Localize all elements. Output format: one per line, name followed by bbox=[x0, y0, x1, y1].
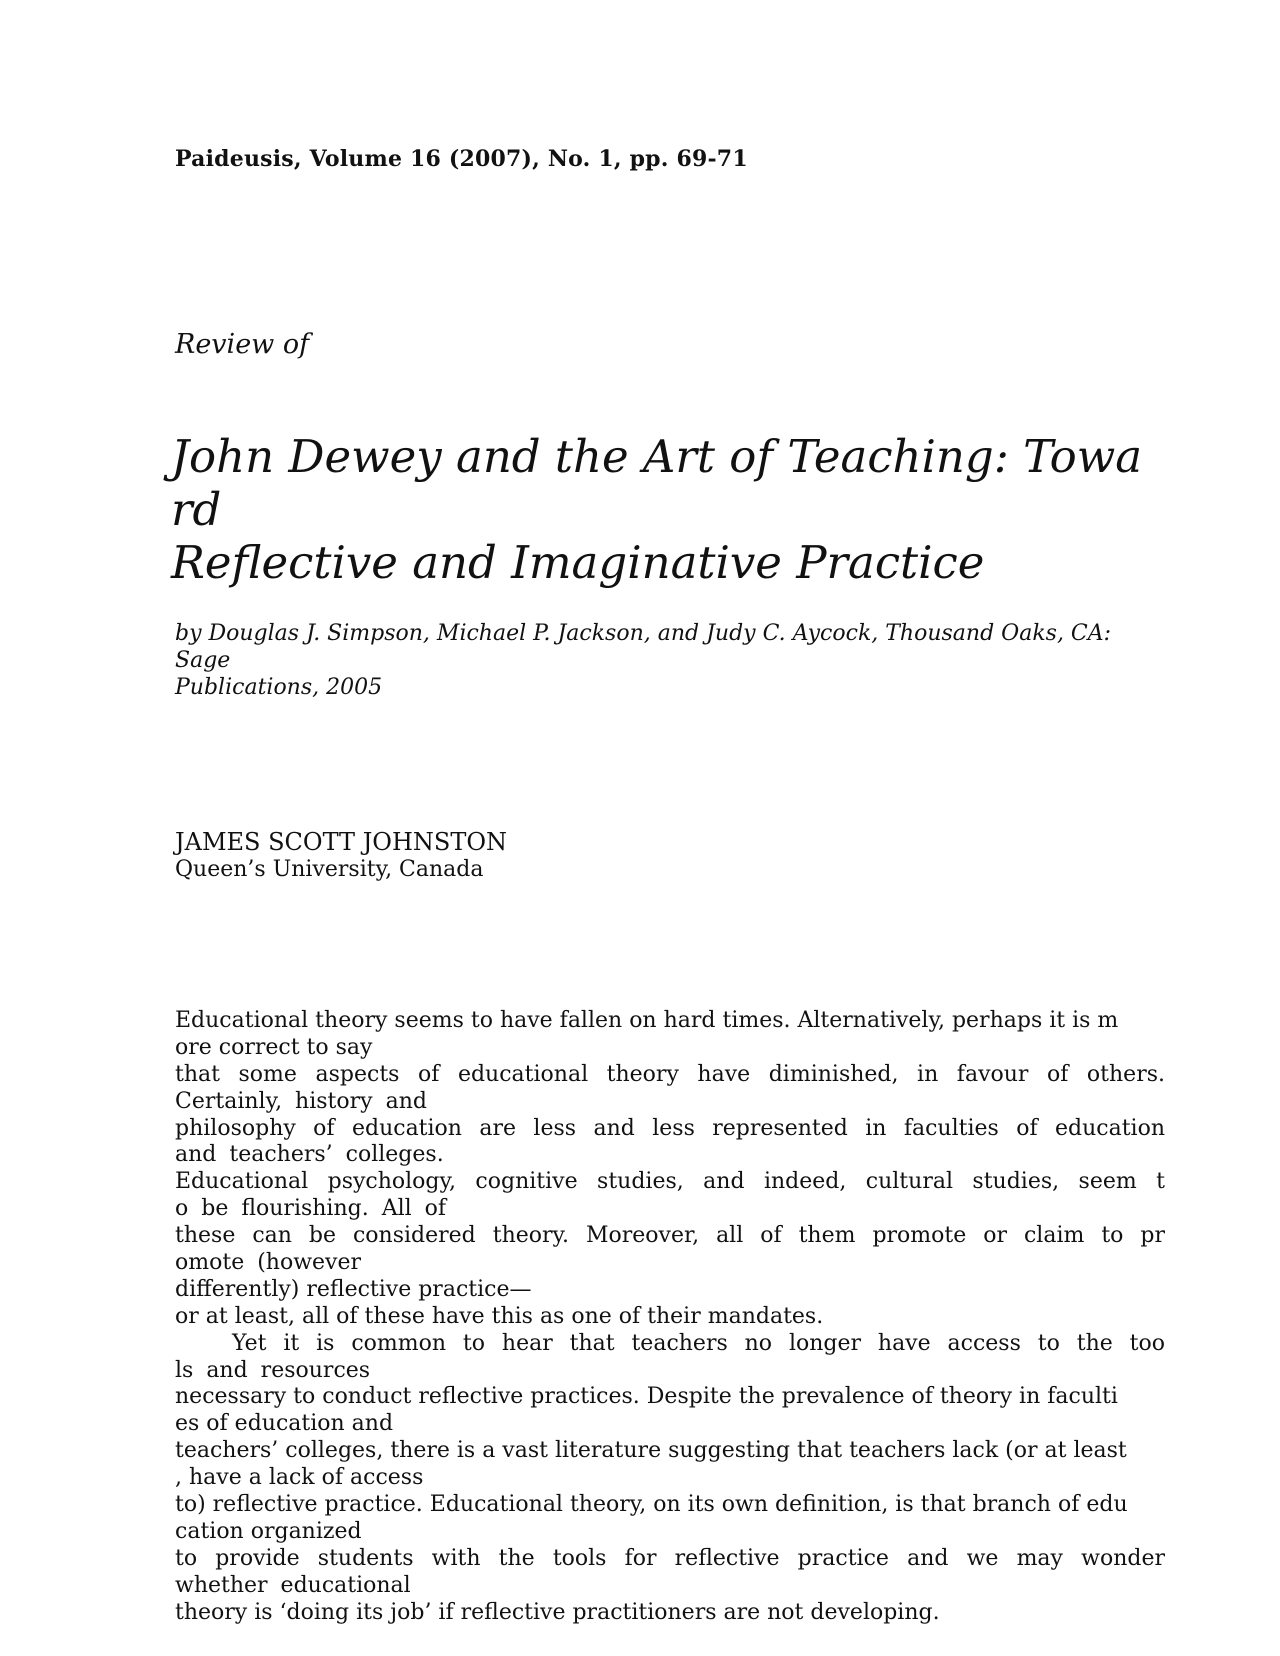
body-line: that some aspects of educational theory have diminished, in favour of others. bbox=[175, 1061, 1165, 1087]
book-meta-line: by Douglas J. Simpson, Michael P. Jackson, and Judy C. Aycock, Thousand Oaks, CA: bbox=[175, 621, 1112, 646]
body-line: omote (however bbox=[175, 1250, 362, 1276]
reviewer-name: JAMES SCOTT JOHNSTON bbox=[175, 828, 508, 856]
body-line: , have a lack of access bbox=[175, 1465, 424, 1491]
body-line: whether educational bbox=[175, 1572, 411, 1598]
book-title-line: rd bbox=[171, 483, 222, 536]
journal-reference: Paideusis, Volume 16 (2007), No. 1, pp. 69-71 bbox=[175, 146, 748, 172]
body-line: and teachers’ colleges. bbox=[175, 1142, 444, 1168]
body-line: differently) reflective practice— bbox=[175, 1276, 532, 1302]
body-line: ls and resources bbox=[175, 1357, 371, 1383]
book-title-line: Reflective and Imaginative Practice bbox=[171, 536, 985, 589]
review-label: Review of bbox=[175, 329, 310, 360]
body-line: Educational psychology, cognitive studies, and indeed, cultural studies, seem t bbox=[175, 1169, 1165, 1195]
body-line: Educational theory seems to have fallen on hard times. Alternatively, perhaps it is m bbox=[175, 1008, 1119, 1033]
body-line: necessary to conduct reflective practices. Despite the prevalence of theory in faculti bbox=[175, 1384, 1118, 1410]
body-text bbox=[175, 1008, 1165, 1626]
book-meta-line: Publications, 2005 bbox=[175, 675, 383, 700]
body-line: or at least, all of these have this as one of their mandates. bbox=[175, 1303, 824, 1329]
body-line: Yet it is common to hear that teachers no longer have access to the too bbox=[232, 1330, 1165, 1356]
book-publication-info bbox=[175, 620, 1111, 701]
reviewer-affiliation: Queen’s University, Canada bbox=[175, 857, 484, 882]
body-line: o be flourishing. All of bbox=[175, 1196, 447, 1222]
body-line: teachers’ colleges, there is a vast literature suggesting that teachers lack (or at least bbox=[175, 1438, 1127, 1464]
body-line: to provide students with the tools for reflective practice and we may wonder bbox=[175, 1545, 1165, 1571]
book-title-line: John Dewey and the Art of Teaching: Towa bbox=[171, 430, 1143, 483]
body-line: ore correct to say bbox=[175, 1034, 373, 1060]
book-meta-line: Sage bbox=[175, 648, 231, 673]
body-line: Certainly, history and bbox=[175, 1088, 427, 1114]
body-line: philosophy of education are less and less represented in faculties of education bbox=[175, 1115, 1165, 1141]
body-line: cation organized bbox=[175, 1518, 362, 1544]
body-line: these can be considered theory. Moreover, all of them promote or claim to pr bbox=[175, 1223, 1165, 1249]
book-title bbox=[171, 430, 1142, 589]
body-line: theory is ‘doing its job’ if reflective practitioners are not developing. bbox=[175, 1599, 940, 1625]
body-line: es of education and bbox=[175, 1411, 394, 1437]
body-line: to) reflective practice. Educational theory, on its own definition, is that branch of edu bbox=[175, 1492, 1128, 1518]
